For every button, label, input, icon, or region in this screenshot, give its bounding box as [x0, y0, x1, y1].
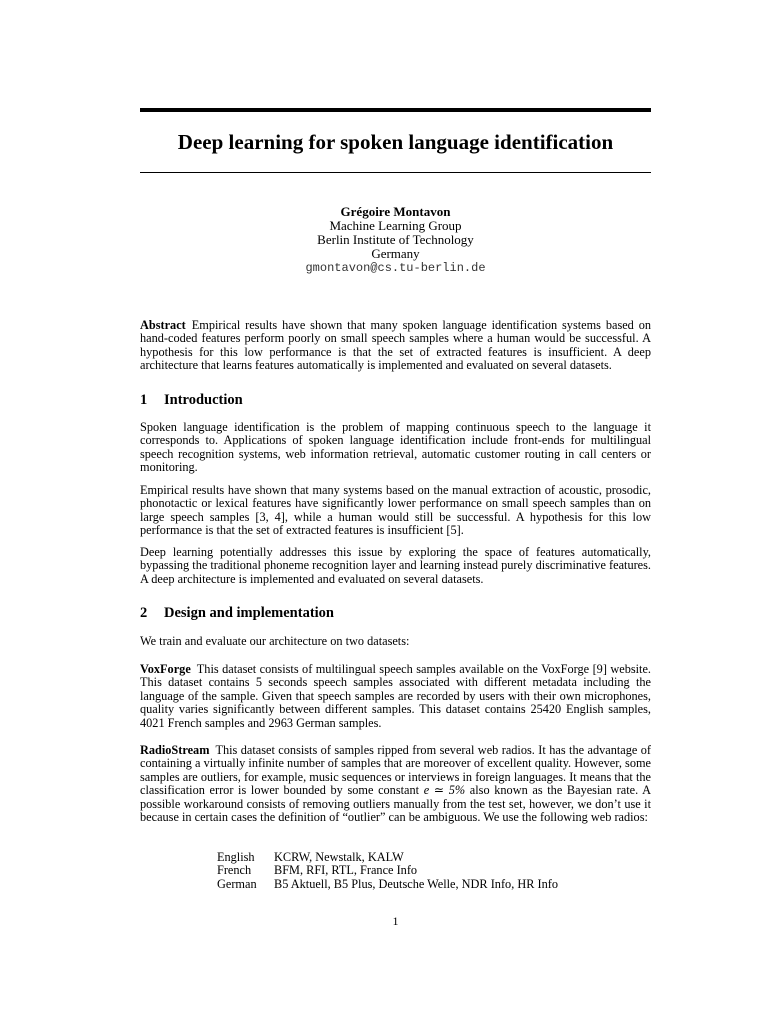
- design-intro: We train and evaluate our architecture on two datasets:: [140, 634, 410, 648]
- abstract-text: Empirical results have shown that many spoken language identification systems based on hand-coded features perform poorly on small speech samples where a human would be successful. A hypothesis for this low performance is that the set of extracted features is insufficient. A deep architecture that learns features automatically is implemented and evaluated on several datasets.: [140, 318, 651, 373]
- section-title: Design and implementation: [164, 605, 334, 621]
- title-top-rule: [140, 108, 651, 112]
- intro-paragraph: Deep learning potentially addresses this issue by exploring the space of features automatically, bypassing the traditional phoneme recognition layer and learning instead purely discriminative features. A deep architecture is implemented and evaluated on several datasets.: [140, 545, 651, 586]
- intro-paragraph: Empirical results have shown that many systems based on the manual extraction of acoustic, prosodic, phonotactic or lexical features have significantly lower performance on small speech samples than on large speech samples [3, 4], while a human would still be successful. A hypothesis for this low performance is that the set of extracted features is insufficient [5].: [140, 483, 651, 538]
- paper-page: [140, 0, 651, 1024]
- author-block: [140, 205, 651, 275]
- author-email: gmontavon@cs.tu-berlin.de: [305, 261, 486, 275]
- radio-stations: B5 Aktuell, B5 Plus, Deutsche Welle, NDR Info, HR Info: [274, 876, 558, 891]
- section-heading-introduction: [140, 391, 651, 409]
- section-title: Introduction: [164, 392, 243, 408]
- table-row: [217, 851, 558, 864]
- radio-language: English: [217, 850, 255, 864]
- abstract: [140, 319, 651, 373]
- radiostream-text-cont: also known as the Bayesian rate. A possible workaround consists of removing outliers manually from the test set, however, we don’t use it because in certain cases the definition of “outlier” can be ambiguous. We use the following web radios:: [140, 783, 651, 825]
- voxforge-paragraph: [140, 663, 651, 730]
- table-row: [217, 878, 558, 891]
- title-bottom-rule: [140, 172, 651, 173]
- section-heading-design: [140, 604, 651, 622]
- affiliation-line: Berlin Institute of Technology: [317, 232, 474, 247]
- radio-language: German: [217, 876, 257, 891]
- section-number: 2: [140, 605, 148, 621]
- voxforge-text: This dataset consists of multilingual speech samples available on the VoxForge [9] website. This dataset contains 5 seconds speech samples associated with different metadata including the language of the sample. Given that speech samples are recorded by users with their own microphones, quality varies significantly between different samples. This dataset contains 25420 English samples, 4021 French samples and 2963 German samples.: [140, 662, 651, 730]
- radio-language: French: [217, 863, 252, 878]
- affiliation-line: Machine Learning Group: [329, 218, 462, 233]
- radiostream-paragraph: [140, 744, 651, 824]
- paper-title: Deep learning for spoken language identification: [177, 130, 614, 154]
- page-number: 1: [392, 914, 399, 928]
- affiliation-line: Germany: [371, 246, 420, 261]
- radiostream-text: This dataset consists of samples ripped from several web radios. It has the advantage of containing a virtually infinite number of samples that are moreover of excellent quality. However, some samples are outliers, for example, music sequences or interviews in foreign languages. It means that the classification error is lower bounded by some constant: [140, 743, 651, 798]
- radio-stations-table: [217, 851, 558, 891]
- abstract-heading: Abstract: [140, 318, 186, 332]
- voxforge-heading: VoxForge: [140, 662, 191, 676]
- radiostream-heading: RadioStream: [140, 743, 210, 757]
- radio-stations: BFM, RFI, RTL, France Info: [274, 863, 418, 878]
- table-row: [217, 864, 558, 877]
- section-number: 1: [140, 392, 148, 408]
- intro-paragraph: Spoken language identification is the problem of mapping continuous speech to the language it corresponds to. Applications of spoken language identification include front-ends for multilingual speech recognition systems, web information retrieval, automatic customer routing in call centers or monitoring.: [140, 420, 651, 475]
- radio-stations: KCRW, Newstalk, KALW: [274, 850, 404, 864]
- author-name: Grégoire Montavon: [340, 204, 451, 219]
- bayes-rate-math: e ≃ 5%: [423, 783, 466, 798]
